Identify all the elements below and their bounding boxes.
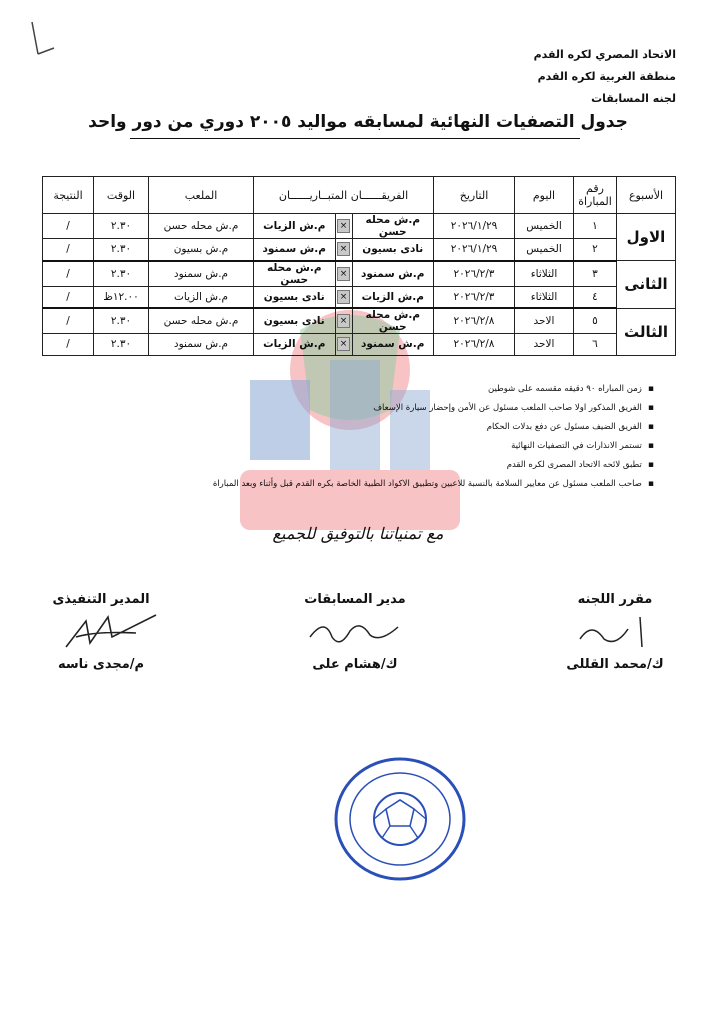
week-label: الثانى	[617, 261, 676, 309]
document-title: جدول التصفيات النهائية لمسابقه مواليد ٢٠٠٥ دوري من دور واحد	[88, 112, 628, 132]
away-team: م.ش الزيات	[254, 214, 336, 239]
match-stadium: م.ش سمنود	[149, 334, 254, 356]
list-item: ▪ تستمر الانذارات في التصفيات النهائية	[94, 437, 654, 456]
match-time: ٢.٣٠	[94, 308, 149, 334]
vs-mark	[335, 214, 352, 239]
vs-x-icon: ×	[337, 219, 350, 233]
match-stadium: م.ش محله حسن	[149, 214, 254, 239]
signature-role: المدير التنفيذى	[52, 592, 150, 607]
home-team: م.ش محله حسن	[352, 214, 434, 239]
list-item: ▪ تطبق لائحه الاتحاد المصرى لكره القدم	[94, 456, 654, 475]
header-line-3: لجنه المسابقات	[591, 92, 676, 105]
col-time: الوقت	[94, 177, 149, 214]
match-day: الاحد	[515, 308, 574, 334]
title-underline	[130, 138, 580, 139]
col-day: اليوم	[515, 177, 574, 214]
notes-list	[94, 380, 654, 494]
header-line-1: الاتحاد المصري لكره القدم	[533, 48, 676, 61]
col-teams: الفريقــــــان المتبــاريــــــان	[254, 177, 434, 214]
signature-role: مقرر اللجنه	[577, 592, 653, 607]
away-team: نادى بسيون	[254, 286, 336, 308]
match-result: /	[43, 239, 94, 261]
issuer-header	[534, 44, 676, 110]
col-week: الأسبوع	[617, 177, 676, 214]
table-row	[43, 308, 676, 334]
vs-mark	[335, 261, 352, 287]
table-row	[43, 334, 676, 356]
away-team: م.ش الزيات	[254, 334, 336, 356]
match-stadium: م.ش بسيون	[149, 239, 254, 261]
col-match-no: رقم المباراة	[574, 177, 617, 214]
vs-mark	[335, 334, 352, 356]
match-day: الثلاثاء	[515, 286, 574, 308]
home-team: م.ش سمنود	[352, 261, 434, 287]
match-day: الثلاثاء	[515, 261, 574, 287]
signature-exec-director	[16, 592, 186, 672]
vs-mark	[335, 239, 352, 261]
signature-name: م/مجدى ناسه	[57, 657, 145, 672]
official-seal-stamp	[330, 754, 470, 884]
match-stadium: م.ش سمنود	[149, 261, 254, 287]
match-no: ٤	[574, 286, 617, 308]
table-row	[43, 239, 676, 261]
match-no: ٣	[574, 261, 617, 287]
match-day: الخميس	[515, 239, 574, 261]
match-date: ٢٠٢٦/٢/٣	[434, 261, 515, 287]
match-no: ٢	[574, 239, 617, 261]
table-row	[43, 286, 676, 308]
table-row	[43, 214, 676, 239]
list-item: ▪ صاحب الملعب مسئول عن معايير السلامة بالنسبة للاعبين وتطبيق الاكواد الطبية الخاصة بكره القدم قبل وأثناء وبعد المباراة	[94, 475, 654, 494]
match-date: ٢٠٢٦/٢/٨	[434, 308, 515, 334]
list-item: ▪ زمن المباراه ٩٠ دقيقه مقسمه على شوطين	[94, 380, 654, 399]
vs-x-icon: ×	[337, 242, 350, 256]
match-stadium: م.ش الزيات	[149, 286, 254, 308]
list-item: ▪ الفريق المذكور اولا صاحب الملعب مسئول عن الأمن وإحضار سيارة الإسعاف	[94, 399, 654, 418]
match-result: /	[43, 261, 94, 287]
away-team: نادى بسيون	[254, 308, 336, 334]
match-no: ١	[574, 214, 617, 239]
schedule-table	[42, 176, 676, 356]
away-team: م.ش محله حسن	[254, 261, 336, 287]
match-date: ٢٠٢٦/١/٢٩	[434, 214, 515, 239]
match-no: ٥	[574, 308, 617, 334]
match-stadium: م.ش محله حسن	[149, 308, 254, 334]
table-header-row	[43, 177, 676, 214]
vs-x-icon: ×	[337, 267, 350, 281]
list-item: ▪ الفريق الضيف مسئول عن دفع بدلات الحكام	[94, 418, 654, 437]
match-day: الخميس	[515, 214, 574, 239]
match-date: ٢٠٢٦/٢/٣	[434, 286, 515, 308]
match-result: /	[43, 308, 94, 334]
match-time: ٢.٣٠	[94, 334, 149, 356]
home-team: م.ش سمنود	[352, 334, 434, 356]
week-label: الاول	[617, 214, 676, 261]
vs-x-icon: ×	[337, 337, 350, 351]
closing-wish: مع تمنياتنا بالتوفيق للجميع	[272, 524, 444, 543]
match-day: الاحد	[515, 334, 574, 356]
col-date: التاريخ	[434, 177, 515, 214]
match-time: ٢.٣٠	[94, 214, 149, 239]
match-result: /	[43, 214, 94, 239]
match-no: ٦	[574, 334, 617, 356]
header-line-2: منطقة الغربية لكره القدم	[537, 70, 676, 83]
vs-mark	[335, 286, 352, 308]
signature-committee-rapporteur	[540, 592, 690, 672]
match-result: /	[43, 286, 94, 308]
match-result: /	[43, 334, 94, 356]
table-row	[43, 261, 676, 287]
signature-name: ك/محمد القللى	[566, 657, 664, 672]
pen-mark-decoration	[28, 18, 58, 58]
handwritten-signature	[16, 607, 186, 657]
vs-x-icon: ×	[337, 290, 350, 304]
match-time: ٢.٣٠	[94, 239, 149, 261]
away-team: م.ش سمنود	[254, 239, 336, 261]
vs-x-icon: ×	[337, 314, 350, 328]
col-stadium: الملعب	[149, 177, 254, 214]
match-date: ٢٠٢٦/١/٢٩	[434, 239, 515, 261]
match-time: ٢.٣٠	[94, 261, 149, 287]
home-team: م.ش الزيات	[352, 286, 434, 308]
week-label: الثالث	[617, 308, 676, 355]
vs-mark	[335, 308, 352, 334]
handwritten-signature	[270, 607, 440, 657]
match-date: ٢٠٢٦/٢/٨	[434, 334, 515, 356]
signature-role: مدير المسابقات	[304, 592, 406, 607]
home-team: نادى بسيون	[352, 239, 434, 261]
match-time: ١٢.٠٠ظ	[94, 286, 149, 308]
handwritten-signature	[540, 607, 690, 657]
home-team: م.ش محله حسن	[352, 308, 434, 334]
col-result: النتيجة	[43, 177, 94, 214]
signature-name: ك/هشام على	[312, 657, 398, 672]
signature-competitions-manager	[270, 592, 440, 672]
